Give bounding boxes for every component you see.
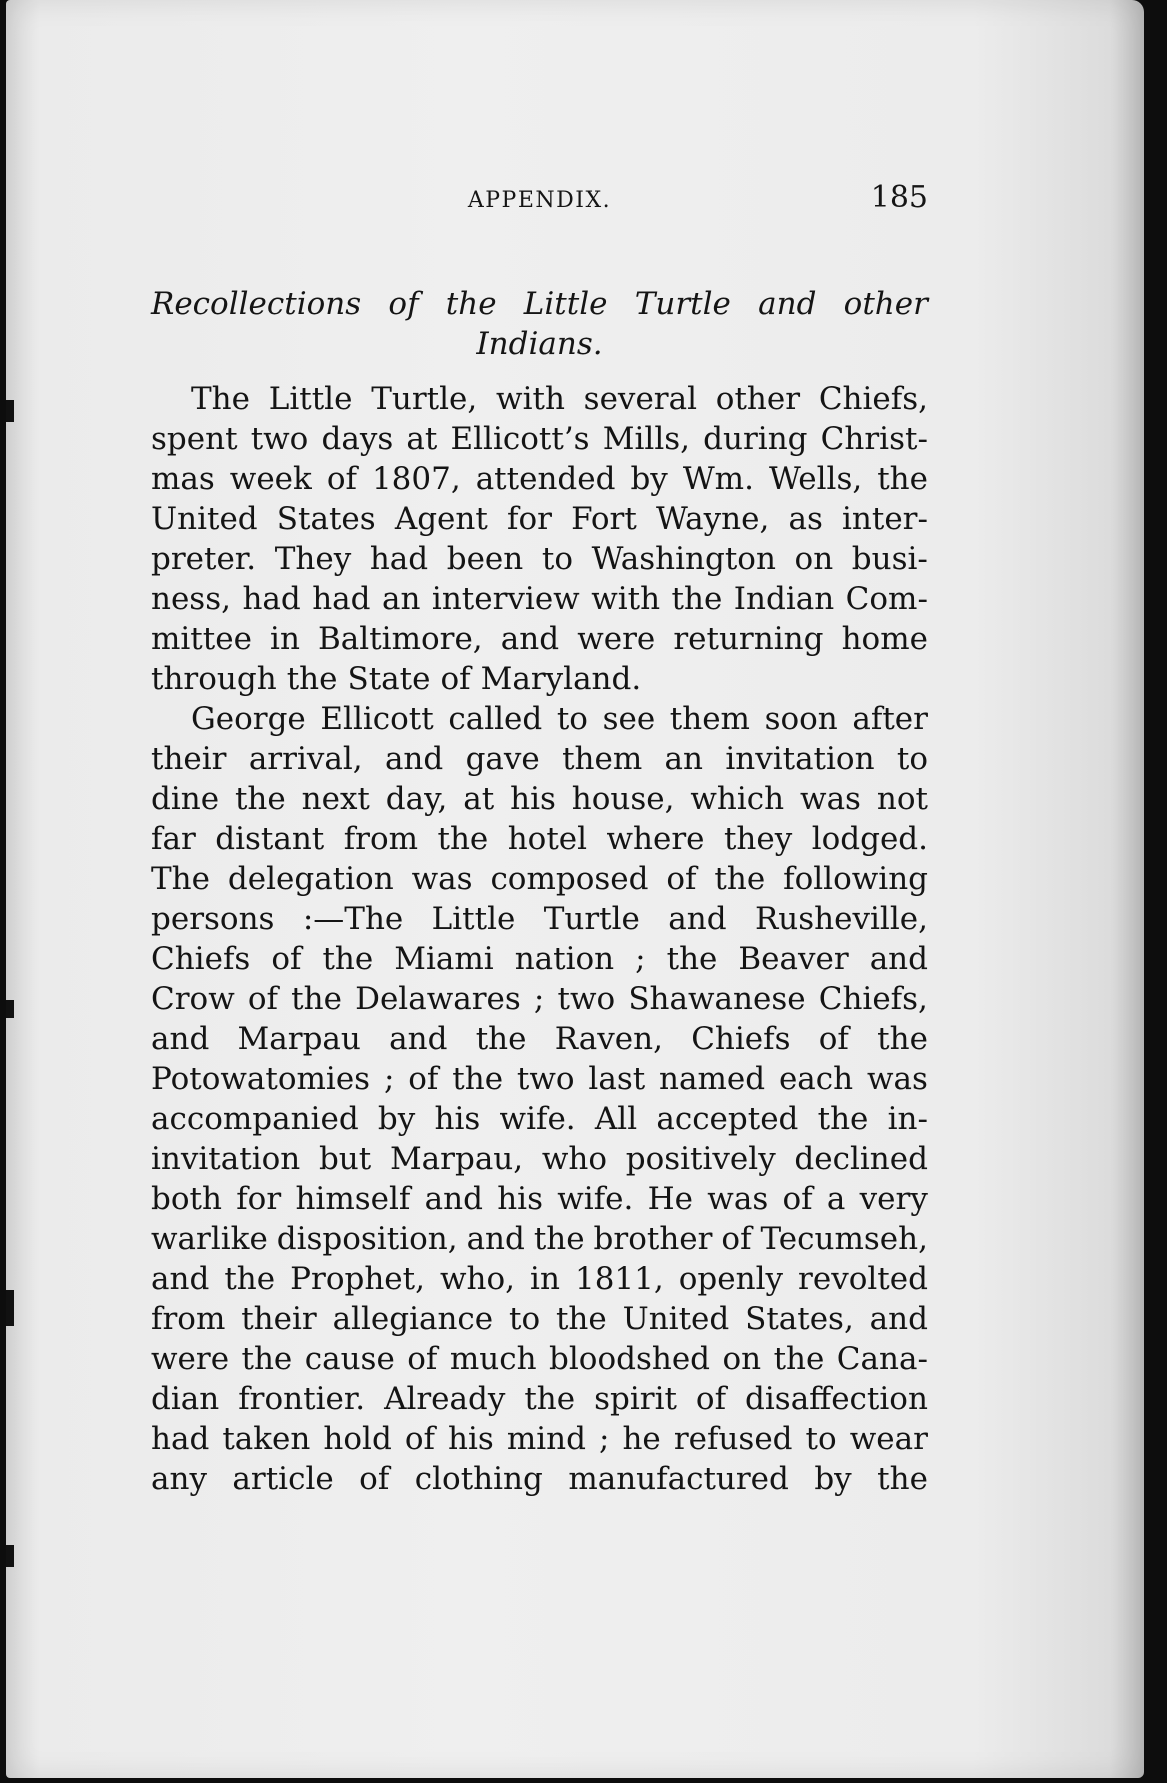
word: interview	[431, 581, 580, 617]
word: the	[773, 1341, 825, 1377]
text-line	[151, 1339, 928, 1379]
word: of	[695, 1381, 727, 1417]
title-word: other	[843, 286, 928, 322]
word: and	[466, 1221, 525, 1257]
word: cause	[304, 1341, 395, 1377]
text-line	[151, 1419, 928, 1459]
word: the	[475, 1021, 527, 1057]
word: the	[437, 821, 489, 857]
word: Washington	[591, 541, 776, 577]
word: Wells,	[768, 461, 863, 497]
text-line	[151, 1019, 928, 1059]
word: and	[424, 1181, 483, 1217]
word: 1807,	[371, 461, 461, 497]
word: but	[318, 1141, 372, 1177]
word: Chiefs	[151, 941, 251, 977]
word: Delawares	[355, 981, 521, 1017]
word: lodged.	[811, 821, 928, 857]
word: Little	[431, 901, 516, 937]
word: an	[381, 581, 421, 617]
word: Beaver	[738, 941, 849, 977]
page-number: 185	[870, 180, 928, 215]
word: of	[408, 1061, 439, 1097]
word: spent	[151, 421, 238, 457]
word: hold	[323, 1421, 392, 1457]
text-line	[151, 1459, 928, 1499]
word: days	[321, 421, 394, 457]
word: after	[852, 701, 928, 737]
title-word: Turtle	[634, 286, 731, 322]
book-page	[6, 0, 1144, 1778]
word: had	[312, 581, 371, 617]
text-line	[151, 659, 928, 699]
word: by	[814, 1461, 852, 1497]
text-line	[151, 499, 928, 539]
word: dian	[151, 1381, 220, 1417]
word: on	[794, 541, 834, 577]
word: they	[723, 821, 793, 857]
word: was	[866, 1061, 928, 1097]
word: hotel	[507, 821, 588, 857]
word: on	[722, 1341, 762, 1377]
word: Baltimore,	[318, 621, 483, 657]
word: wife.	[499, 1101, 576, 1137]
word: Already	[384, 1381, 506, 1417]
word: an	[664, 741, 703, 777]
word: Wayne,	[655, 501, 770, 537]
word: manufactured	[568, 1461, 789, 1497]
binding-mark	[6, 400, 14, 422]
word: composed	[490, 861, 649, 897]
word: to	[541, 541, 573, 577]
word: inter-	[842, 501, 928, 537]
word: had	[242, 581, 301, 617]
word: where	[606, 821, 705, 857]
text-line	[151, 1299, 928, 1339]
word: United	[622, 1301, 730, 1337]
word: openly	[678, 1261, 783, 1297]
word: and	[500, 621, 560, 657]
word: both	[151, 1181, 222, 1217]
word: and	[151, 1261, 210, 1297]
word: any	[151, 1461, 207, 1497]
section-title	[151, 284, 928, 364]
word: two	[516, 1061, 575, 1097]
word: article	[232, 1461, 334, 1497]
word: declined	[794, 1141, 928, 1177]
word: in	[270, 621, 300, 657]
text-line	[151, 859, 928, 899]
word: warlike	[151, 1221, 268, 1257]
word: following	[783, 861, 928, 897]
text-line	[151, 1179, 928, 1219]
word: allegiance	[332, 1301, 494, 1337]
word: and	[869, 941, 928, 977]
word: his	[510, 781, 556, 817]
word: nation	[514, 941, 615, 977]
word: mind	[506, 1421, 586, 1457]
text-line	[151, 1139, 928, 1179]
word: to	[896, 741, 928, 777]
word: They	[274, 541, 352, 577]
word: the	[224, 1261, 276, 1297]
word: States,	[745, 1301, 854, 1337]
title-word: and	[758, 286, 817, 322]
word: far	[151, 821, 196, 857]
word: Ellicott	[320, 701, 434, 737]
word: Chiefs,	[818, 981, 928, 1017]
word: not	[876, 781, 928, 817]
word: the	[877, 1461, 928, 1497]
word: preter.	[151, 541, 257, 577]
word: see	[602, 701, 656, 737]
word: in	[530, 1261, 560, 1297]
word: who	[541, 1141, 608, 1177]
word: :—The	[302, 901, 404, 937]
text-line	[151, 819, 928, 859]
word: the	[877, 461, 928, 497]
word: ness,	[151, 581, 231, 617]
word: disaffection	[745, 1381, 928, 1417]
word: a	[826, 1181, 846, 1217]
word: bloodshed	[549, 1341, 711, 1377]
word: and	[151, 1021, 210, 1057]
word: of	[782, 1181, 813, 1217]
word: revolted	[798, 1261, 928, 1297]
word: the	[322, 941, 374, 977]
word: two	[250, 421, 309, 457]
word: were	[577, 621, 656, 657]
word: of	[404, 1421, 435, 1457]
word: Tecumseh,	[760, 1221, 928, 1257]
word: the	[241, 1341, 293, 1377]
word: had	[369, 541, 429, 577]
word: Mills,	[602, 421, 690, 457]
word: as	[788, 501, 823, 537]
word: for	[236, 1181, 282, 1217]
text-line	[151, 699, 928, 739]
word: the	[286, 661, 338, 697]
word: Shawanese	[628, 981, 806, 1017]
word: of	[666, 861, 697, 897]
word: Ellicott’s	[450, 421, 590, 457]
word: them	[669, 701, 750, 737]
word: the	[524, 1381, 576, 1417]
text-line	[151, 419, 928, 459]
word: ;	[383, 1061, 395, 1097]
word: of	[271, 941, 302, 977]
word: each	[778, 1061, 854, 1097]
word: States	[276, 501, 376, 537]
text-line	[151, 1379, 928, 1419]
word: arrival,	[248, 741, 363, 777]
word: returning	[673, 621, 824, 657]
word: Prophet,	[290, 1261, 425, 1297]
word: his	[448, 1421, 494, 1457]
word: the	[714, 861, 766, 897]
word: Crow	[151, 981, 235, 1017]
text-line	[151, 539, 928, 579]
word: two	[557, 981, 616, 1017]
text-line	[151, 1059, 928, 1099]
word: their	[241, 1301, 317, 1337]
word: invitation	[725, 741, 875, 777]
word: his	[434, 1101, 481, 1137]
word: in-	[887, 1101, 928, 1137]
word: busi-	[851, 541, 928, 577]
word: accepted	[656, 1101, 799, 1137]
word: distant	[215, 821, 325, 857]
word: and	[389, 1021, 448, 1057]
word: the	[555, 1301, 607, 1337]
word: much	[449, 1341, 537, 1377]
word: dine	[151, 781, 220, 817]
word: the	[234, 781, 286, 817]
word: with	[496, 381, 565, 417]
word: disposition,	[276, 1221, 458, 1257]
word: Christ-	[820, 421, 928, 457]
word: the	[533, 1221, 585, 1257]
word: gave	[465, 741, 540, 777]
word: very	[859, 1181, 928, 1217]
binding-mark	[6, 1000, 14, 1018]
word: Agent	[394, 501, 488, 537]
title-word: Recollections	[151, 286, 362, 322]
word: the	[452, 1061, 504, 1097]
word: mittee	[151, 621, 252, 657]
word: mas	[151, 461, 215, 497]
word: from	[343, 821, 419, 857]
word: Little	[268, 381, 353, 417]
word: accompanied	[151, 1101, 359, 1137]
title-word: Little	[523, 286, 608, 322]
word: at	[406, 421, 438, 457]
word: was	[411, 861, 473, 897]
word: of	[440, 661, 471, 697]
word: All	[594, 1101, 638, 1137]
word: had	[151, 1421, 210, 1457]
word: of	[326, 461, 357, 497]
word: George	[191, 701, 306, 737]
word: to	[556, 701, 588, 737]
word: taken	[222, 1421, 311, 1457]
word: week	[229, 461, 312, 497]
title-line	[151, 284, 928, 324]
word: Turtle	[543, 901, 640, 937]
word: of	[721, 1221, 752, 1257]
text-line	[151, 459, 928, 499]
text-line	[151, 619, 928, 659]
word: State	[347, 661, 431, 697]
word: ;	[598, 1421, 610, 1457]
word: during	[703, 421, 808, 457]
word: by	[377, 1101, 416, 1137]
word: Com-	[845, 581, 928, 617]
word: Chiefs,	[818, 381, 928, 417]
paragraph	[151, 379, 928, 699]
word: home	[841, 621, 928, 657]
word: ;	[533, 981, 545, 1017]
word: Marpau,	[389, 1141, 524, 1177]
word: attended	[475, 461, 616, 497]
word: been	[446, 541, 524, 577]
word: Maryland.	[480, 661, 642, 697]
word: were	[151, 1341, 230, 1377]
text-line	[151, 379, 928, 419]
word: Turtle,	[371, 381, 478, 417]
word: house,	[571, 781, 675, 817]
word: the	[291, 981, 342, 1017]
word: of	[818, 1021, 849, 1057]
word: several	[583, 381, 698, 417]
word: the	[877, 1021, 928, 1057]
binding-mark	[6, 1290, 14, 1326]
page-header	[151, 180, 928, 220]
word: The	[191, 381, 250, 417]
word: delegation	[227, 861, 394, 897]
word: and	[384, 741, 444, 777]
word: Rusheville,	[754, 901, 928, 937]
word: last	[588, 1061, 646, 1097]
word: clothing	[414, 1461, 543, 1497]
word: who,	[439, 1261, 516, 1297]
word: of	[407, 1341, 438, 1377]
word: brother	[593, 1221, 713, 1257]
word: called	[448, 701, 543, 737]
word: Chiefs	[691, 1021, 791, 1057]
running-head: APPENDIX.	[467, 188, 612, 213]
title-word: the	[445, 286, 497, 322]
word: to	[805, 1421, 837, 1457]
word: their	[151, 741, 227, 777]
word: soon	[764, 701, 838, 737]
word: positively	[625, 1141, 776, 1177]
word: of	[359, 1461, 390, 1497]
word: The	[151, 861, 210, 897]
word: ;	[635, 941, 646, 977]
text-line	[151, 979, 928, 1019]
word: United	[151, 501, 258, 537]
paragraph	[151, 699, 928, 1499]
word: them	[562, 741, 643, 777]
word: to	[508, 1301, 541, 1337]
word: at	[463, 781, 495, 817]
word: he	[622, 1421, 661, 1457]
word: by	[630, 461, 668, 497]
word: Fort	[571, 501, 637, 537]
word: himself	[295, 1181, 411, 1217]
word: wear	[849, 1421, 928, 1457]
word: frontier.	[238, 1381, 366, 1417]
word: 1811,	[574, 1261, 664, 1297]
binding-mark	[6, 1545, 14, 1567]
word: invitation	[151, 1141, 301, 1177]
word: was	[800, 781, 861, 817]
body-text	[151, 379, 928, 1499]
word: with	[591, 581, 661, 617]
text-line	[151, 739, 928, 779]
word: next	[301, 781, 370, 817]
word: for	[506, 501, 552, 537]
text-line	[151, 939, 928, 979]
word: his	[497, 1181, 543, 1217]
word: the	[666, 941, 718, 977]
word: Indian	[733, 581, 835, 617]
text-line	[151, 579, 928, 619]
word: Cana-	[836, 1341, 928, 1377]
word: the	[817, 1101, 869, 1137]
text-line	[151, 1099, 928, 1139]
text-line	[151, 899, 928, 939]
word: and	[668, 901, 727, 937]
word: and	[869, 1301, 928, 1337]
word: from	[151, 1301, 226, 1337]
word: the	[671, 581, 723, 617]
word: day,	[385, 781, 448, 817]
word: Miami	[394, 941, 494, 977]
word: spirit	[594, 1381, 677, 1417]
word: other	[715, 381, 801, 417]
word: Raven,	[554, 1021, 663, 1057]
title-word: of	[388, 286, 419, 322]
word: Wm.	[682, 461, 754, 497]
word: persons	[151, 901, 275, 937]
title-line: Indians.	[476, 326, 603, 362]
word: He	[647, 1181, 694, 1217]
word: through	[151, 661, 277, 697]
word: Potowatomies	[151, 1061, 371, 1097]
word: was	[707, 1181, 769, 1217]
text-line	[151, 1219, 928, 1259]
word: refused	[673, 1421, 793, 1457]
text-line	[151, 779, 928, 819]
text-line	[151, 1259, 928, 1299]
word: named	[659, 1061, 766, 1097]
word: of	[247, 981, 279, 1017]
word: Marpau	[237, 1021, 361, 1057]
word: which	[690, 781, 785, 817]
word: wife.	[557, 1181, 634, 1217]
